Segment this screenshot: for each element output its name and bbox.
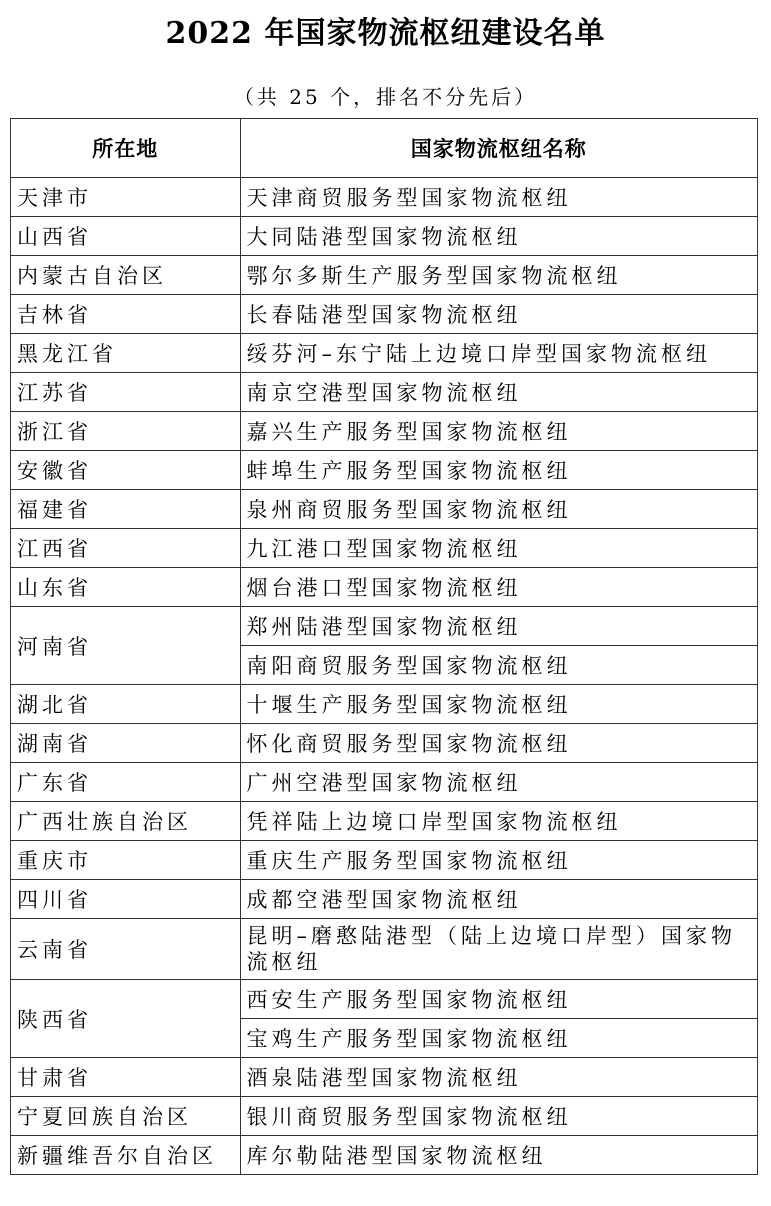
location-cell: 吉林省 <box>11 295 241 334</box>
hub-name-cell: 南京空港型国家物流枢纽 <box>240 373 757 412</box>
hub-name-cell: 嘉兴生产服务型国家物流枢纽 <box>240 412 757 451</box>
hub-name-cell: 西安生产服务型国家物流枢纽 <box>240 980 757 1019</box>
hub-name-cell: 酒泉陆港型国家物流枢纽 <box>240 1058 757 1097</box>
hub-name-cell: 九江港口型国家物流枢纽 <box>240 529 757 568</box>
table-row <box>11 724 758 763</box>
page-subtitle: （共 25 个，排名不分先后） <box>233 85 538 109</box>
location-cell: 江西省 <box>11 529 241 568</box>
hub-name-cell: 泉州商贸服务型国家物流枢纽 <box>240 490 757 529</box>
location-cell: 浙江省 <box>11 412 241 451</box>
hub-name-cell: 十堰生产服务型国家物流枢纽 <box>240 685 757 724</box>
hub-name-cell: 长春陆港型国家物流枢纽 <box>240 295 757 334</box>
hub-name-cell: 烟台港口型国家物流枢纽 <box>240 568 757 607</box>
table-row <box>11 1097 758 1136</box>
hub-name-cell: 绥芬河–东宁陆上边境口岸型国家物流枢纽 <box>240 334 757 373</box>
table-row <box>11 919 758 980</box>
location-cell: 江苏省 <box>11 373 241 412</box>
table-row <box>11 529 758 568</box>
location-cell: 天津市 <box>11 178 241 217</box>
location-cell: 安徽省 <box>11 451 241 490</box>
hub-name-cell: 广州空港型国家物流枢纽 <box>240 763 757 802</box>
location-cell: 广东省 <box>11 763 241 802</box>
table-row <box>11 980 758 1019</box>
hub-name-cell: 怀化商贸服务型国家物流枢纽 <box>240 724 757 763</box>
hub-name-cell: 南阳商贸服务型国家物流枢纽 <box>240 646 757 685</box>
location-cell: 山西省 <box>11 217 241 256</box>
table-row <box>11 256 758 295</box>
location-cell: 四川省 <box>11 880 241 919</box>
location-cell: 新疆维吾尔自治区 <box>11 1136 241 1175</box>
hub-name-cell: 蚌埠生产服务型国家物流枢纽 <box>240 451 757 490</box>
hub-name-cell: 鄂尔多斯生产服务型国家物流枢纽 <box>240 256 757 295</box>
table-row <box>11 568 758 607</box>
table-row <box>11 607 758 646</box>
location-cell: 重庆市 <box>11 841 241 880</box>
table-row <box>11 217 758 256</box>
location-cell: 云南省 <box>11 919 241 980</box>
hub-name-cell: 宝鸡生产服务型国家物流枢纽 <box>240 1019 757 1058</box>
hub-name-cell: 天津商贸服务型国家物流枢纽 <box>240 178 757 217</box>
hub-name-cell: 昆明–磨憨陆港型（陆上边境口岸型）国家物流枢纽 <box>240 919 757 980</box>
table-row <box>11 685 758 724</box>
hub-name-cell: 银川商贸服务型国家物流枢纽 <box>240 1097 757 1136</box>
table-row <box>11 880 758 919</box>
table-row <box>11 490 758 529</box>
location-cell: 湖南省 <box>11 724 241 763</box>
table-body <box>11 178 758 1175</box>
table-row <box>11 1136 758 1175</box>
table-row <box>11 1058 758 1097</box>
table-row <box>11 178 758 217</box>
location-cell: 河南省 <box>11 607 241 685</box>
table-row <box>11 763 758 802</box>
hub-name-cell: 大同陆港型国家物流枢纽 <box>240 217 757 256</box>
table-row <box>11 373 758 412</box>
table-row <box>11 412 758 451</box>
location-cell: 陕西省 <box>11 980 241 1058</box>
location-cell: 福建省 <box>11 490 241 529</box>
location-cell: 宁夏回族自治区 <box>11 1097 241 1136</box>
location-cell: 山东省 <box>11 568 241 607</box>
hub-name-cell: 库尔勒陆港型国家物流枢纽 <box>240 1136 757 1175</box>
location-cell: 广西壮族自治区 <box>11 802 241 841</box>
column-header-hub-name: 国家物流枢纽名称 <box>240 119 757 178</box>
table-row <box>11 841 758 880</box>
location-cell: 湖北省 <box>11 685 241 724</box>
hub-name-cell: 郑州陆港型国家物流枢纽 <box>240 607 757 646</box>
hub-name-cell: 重庆生产服务型国家物流枢纽 <box>240 841 757 880</box>
logistics-hub-table <box>10 118 758 1175</box>
table-row <box>11 802 758 841</box>
location-cell: 甘肃省 <box>11 1058 241 1097</box>
location-cell: 内蒙古自治区 <box>11 256 241 295</box>
table-row <box>11 295 758 334</box>
table-row <box>11 451 758 490</box>
table-header-row <box>11 119 758 178</box>
page-title: 2022 年国家物流枢纽建设名单 <box>165 16 606 51</box>
column-header-location: 所在地 <box>11 119 241 178</box>
hub-name-cell: 成都空港型国家物流枢纽 <box>240 880 757 919</box>
hub-name-cell: 凭祥陆上边境口岸型国家物流枢纽 <box>240 802 757 841</box>
table-row <box>11 334 758 373</box>
location-cell: 黑龙江省 <box>11 334 241 373</box>
